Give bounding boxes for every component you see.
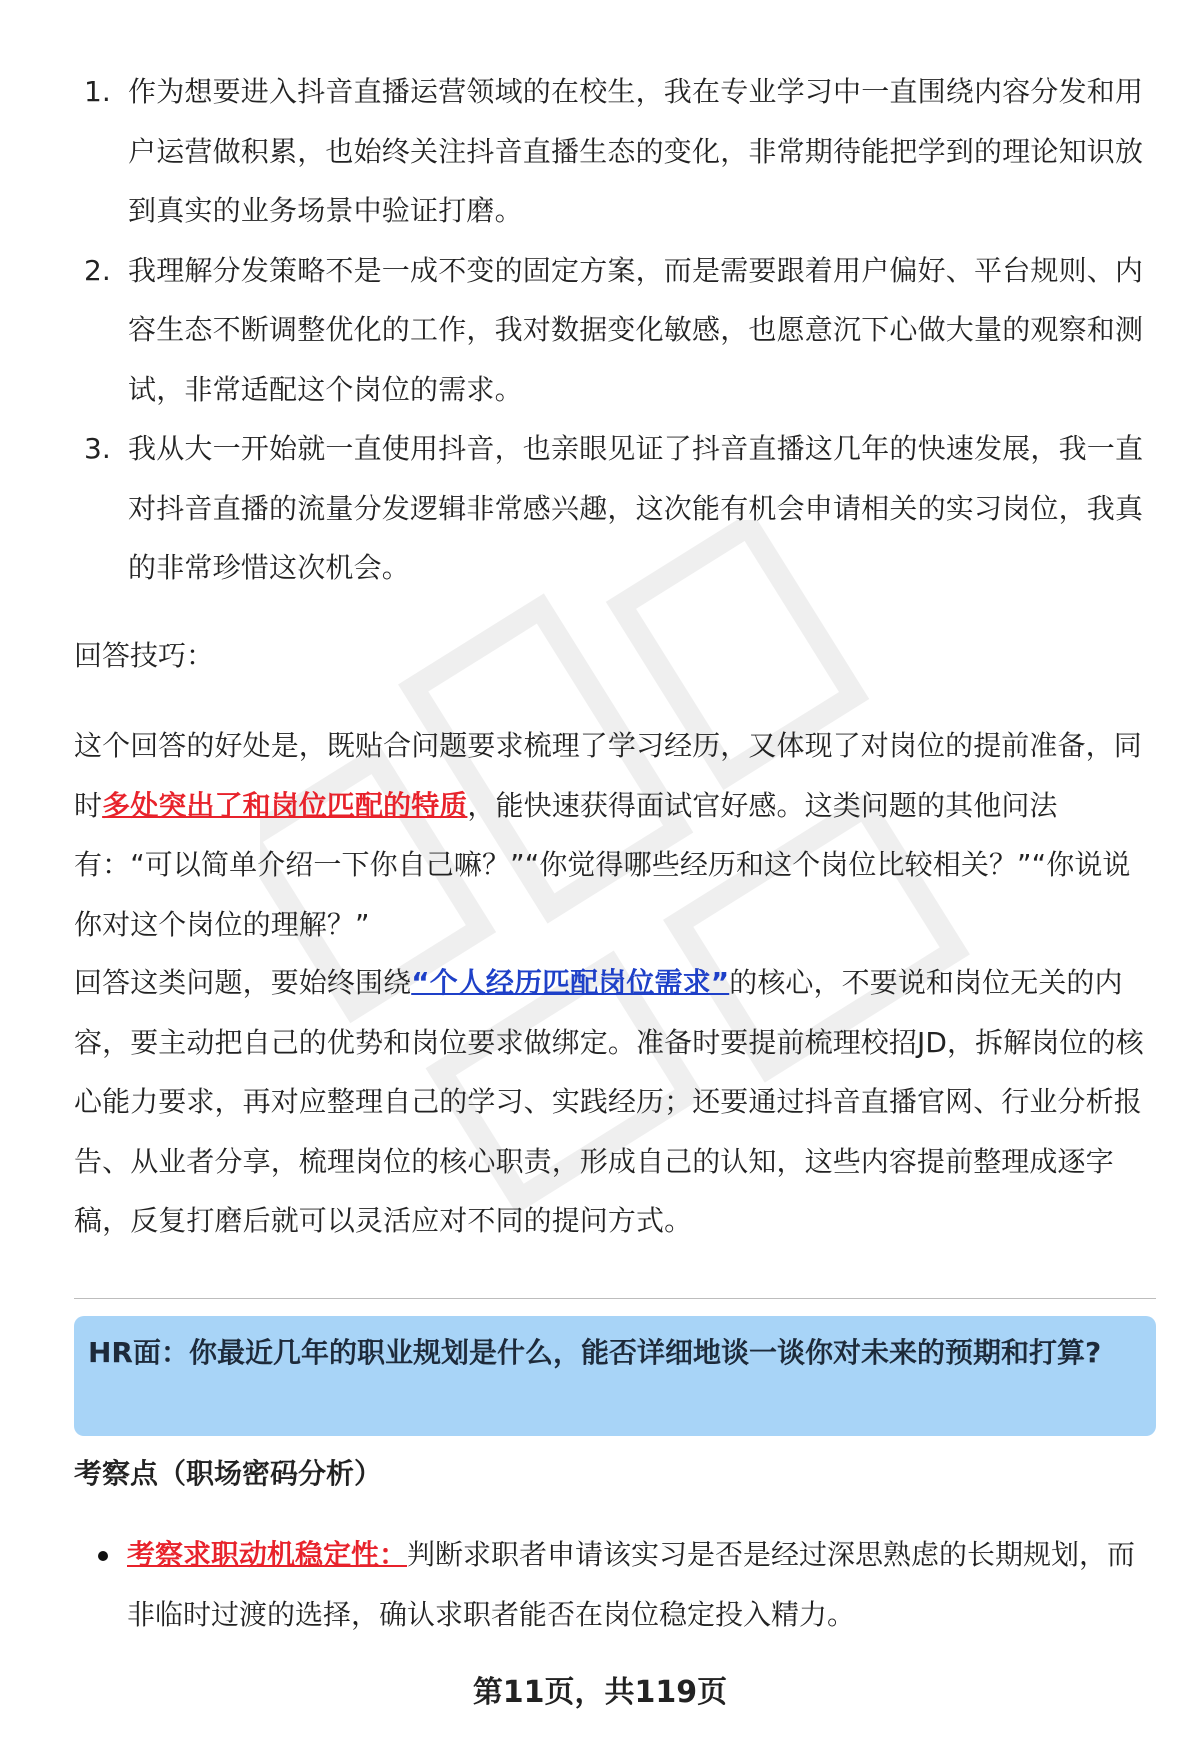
tips-paragraph-2 <box>74 953 1154 1251</box>
tips-heading: 回答技巧： <box>74 639 215 672</box>
para1-text-before: 这个回答的好处是，既贴合问题要求梳理了学习经历，又体现了对岗位的提前准备，同时 <box>74 729 1142 822</box>
para2-highlight: “个人经历匹配岗位需求” <box>411 966 730 999</box>
bullet-dot-icon <box>98 1551 108 1561</box>
list-number: 3. <box>84 432 111 465</box>
para1-highlight: 多处突出了和岗位匹配的特质 <box>102 788 468 822</box>
analysis-subheading: 考察点（职场密码分析） <box>74 1457 383 1490</box>
list-item <box>84 419 1144 598</box>
bullet-label: 考察求职动机稳定性： <box>127 1538 408 1571</box>
list-number: 2. <box>84 253 111 287</box>
list-item-text: 我理解分发策略不是一成不变的固定方案，而是需要跟着用户偏好、平台规则、内容生态不断调整优化的工作，我对数据变化敏感，也愿意沉下心做大量的观察和测试，非常适配这个岗位的需求。 <box>128 253 1144 406</box>
list-item-text: 作为想要进入抖音直播运营领域的在校生，我在专业学习中一直围绕内容分发和用户运营做积累，也始终关注抖音直播生态的变化，非常期待能把学到的理论知识放到真实的业务场景中验证打磨。 <box>128 75 1144 227</box>
question-text: HR面：你最近几年的职业规划是什么，能否详细地谈一谈你对未来的预期和打算? <box>88 1336 1102 1369</box>
numbered-list <box>84 62 1144 598</box>
para1-text-after: ，能快速获得面试官好感。这类问题的其他问法有：“可以简单介绍一下你自己嘛？”“你觉得哪些经历和这个岗位比较相关？”“你说说你对这个岗位的理解？” <box>74 788 1131 941</box>
list-number: 1. <box>84 75 111 108</box>
para2-text-before: 回答这类问题，要始终围绕 <box>74 966 412 999</box>
list-item <box>84 62 1144 241</box>
section-divider <box>74 1298 1156 1299</box>
page-footer: 第11页，共119页 <box>472 1675 728 1710</box>
bullet-item <box>74 1525 1156 1644</box>
question-box <box>74 1316 1156 1436</box>
list-item-text: 我从大一开始就一直使用抖音，也亲眼见证了抖音直播这几年的快速发展，我一直对抖音直播的流量分发逻辑非常感兴趣，这次能有机会申请相关的实习岗位，我真的非常珍惜这次机会。 <box>128 432 1144 584</box>
para2-text-after: 的核心，不要说和岗位无关的内容，要主动把自己的优势和岗位要求做绑定。准备时要提前梳理校招JD，拆解岗位的核心能力要求，再对应整理自己的学习、实践经历；还要通过抖音直播官网、行业分析报告、从业者分享，梳理岗位的核心职责，形成自己的认知，这些内容提前整理成逐字稿，反复打磨后就可以灵活应对不同的提问方式。 <box>74 966 1144 1237</box>
bullet-text: 判断求职者申请该实习是否是经过深思熟虑的长期规划，而非临时过渡的选择，确认求职者能否在岗位稳定投入精力。 <box>127 1538 1136 1631</box>
tips-paragraph-1 <box>74 716 1154 954</box>
bullet-text-block <box>74 1525 1156 1644</box>
list-item <box>84 241 1144 420</box>
